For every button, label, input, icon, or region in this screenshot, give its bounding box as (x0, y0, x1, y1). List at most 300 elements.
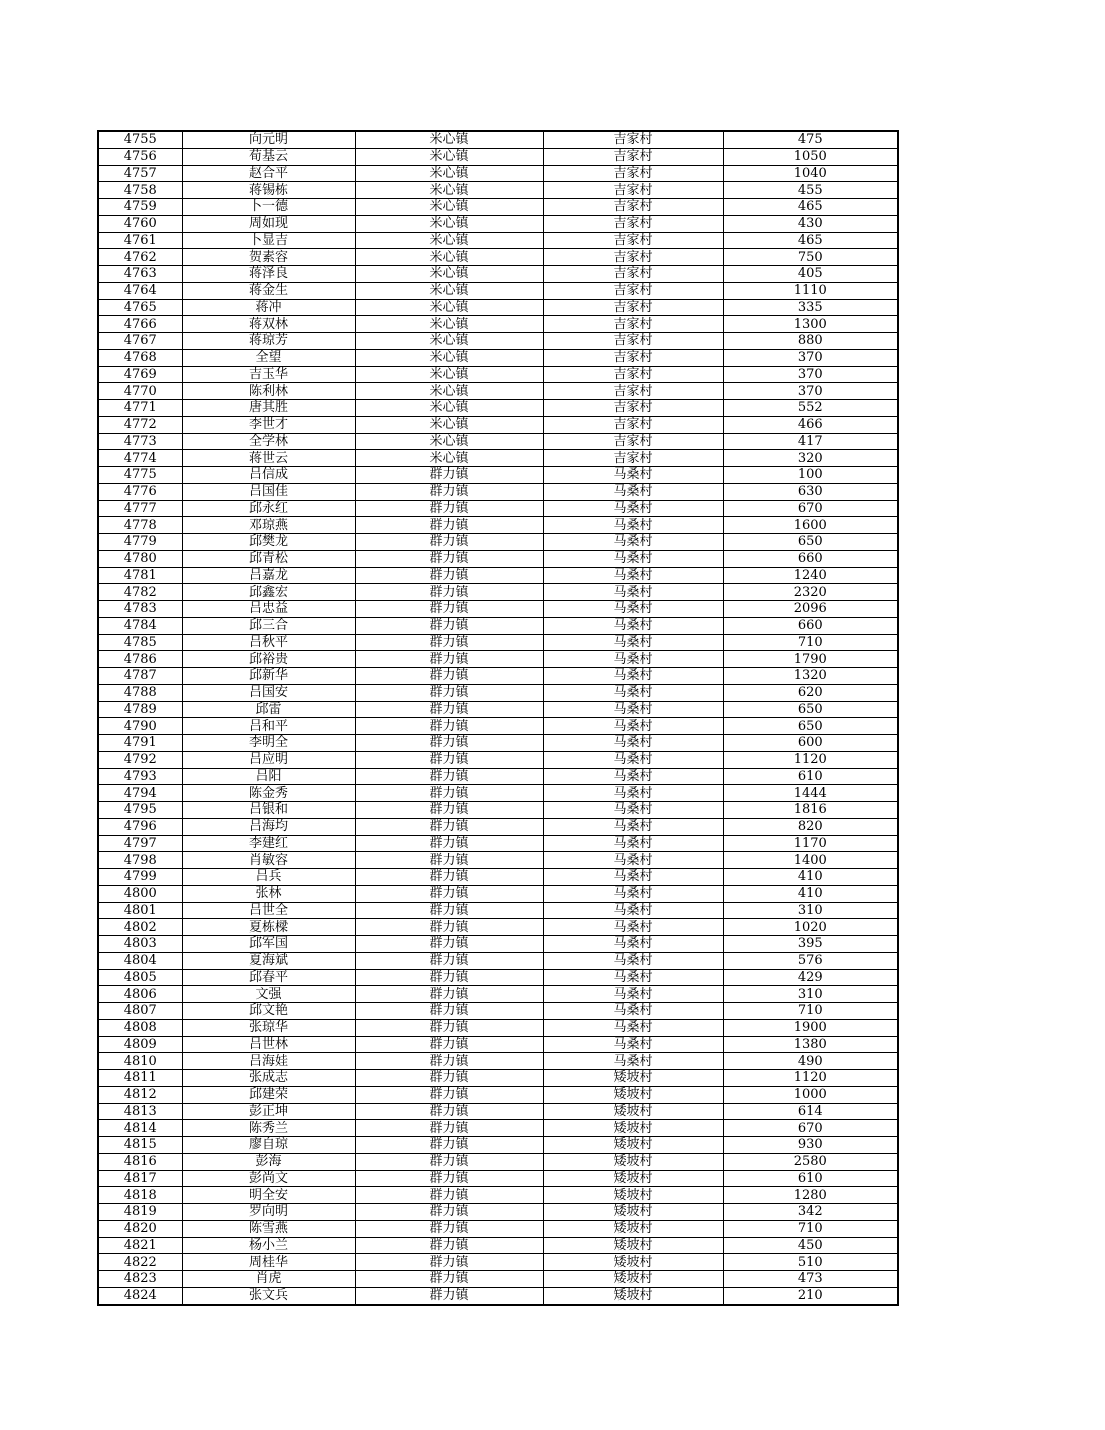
person-name-cell: 陈雪燕 (182, 1220, 355, 1237)
table-row (98, 1070, 898, 1087)
village-cell: 矮坡村 (543, 1137, 723, 1154)
row-number-cell: 4806 (98, 986, 182, 1003)
person-name-cell: 吕秋平 (182, 634, 355, 651)
amount-cell: 1790 (723, 651, 898, 668)
village-cell: 矮坡村 (543, 1220, 723, 1237)
village-cell: 马桑村 (543, 534, 723, 551)
village-cell: 马桑村 (543, 969, 723, 986)
row-number-cell: 4761 (98, 232, 182, 249)
town-cell: 群力镇 (355, 936, 543, 953)
village-cell: 马桑村 (543, 818, 723, 835)
amount-cell: 600 (723, 735, 898, 752)
village-cell: 吉家村 (543, 349, 723, 366)
town-cell: 群力镇 (355, 1220, 543, 1237)
row-number-cell: 4818 (98, 1187, 182, 1204)
town-cell: 群力镇 (355, 952, 543, 969)
village-cell: 矮坡村 (543, 1086, 723, 1103)
table-row (98, 885, 898, 902)
table-row (98, 969, 898, 986)
town-cell: 米心镇 (355, 249, 543, 266)
village-cell: 马桑村 (543, 1019, 723, 1036)
amount-cell: 1040 (723, 165, 898, 182)
town-cell: 米心镇 (355, 416, 543, 433)
town-cell: 米心镇 (355, 450, 543, 467)
town-cell: 群力镇 (355, 550, 543, 567)
row-number-cell: 4783 (98, 601, 182, 618)
village-cell: 矮坡村 (543, 1237, 723, 1254)
village-cell: 马桑村 (543, 517, 723, 534)
table-row (98, 617, 898, 634)
table-row (98, 349, 898, 366)
person-name-cell: 卜一德 (182, 199, 355, 216)
row-number-cell: 4813 (98, 1103, 182, 1120)
person-name-cell: 邱军国 (182, 936, 355, 953)
village-cell: 马桑村 (543, 785, 723, 802)
village-cell: 吉家村 (543, 182, 723, 199)
town-cell: 群力镇 (355, 1036, 543, 1053)
amount-cell: 310 (723, 902, 898, 919)
amount-cell: 710 (723, 634, 898, 651)
row-number-cell: 4766 (98, 316, 182, 333)
table-row (98, 1153, 898, 1170)
village-cell: 马桑村 (543, 668, 723, 685)
amount-cell: 2096 (723, 601, 898, 618)
amount-cell: 335 (723, 299, 898, 316)
village-cell: 吉家村 (543, 383, 723, 400)
town-cell: 群力镇 (355, 1086, 543, 1103)
table-row (98, 1187, 898, 1204)
table-row (98, 735, 898, 752)
village-cell: 矮坡村 (543, 1103, 723, 1120)
person-name-cell: 夏栋樑 (182, 919, 355, 936)
row-number-cell: 4798 (98, 852, 182, 869)
person-name-cell: 吕世全 (182, 902, 355, 919)
row-number-cell: 4788 (98, 684, 182, 701)
town-cell: 群力镇 (355, 751, 543, 768)
amount-cell: 429 (723, 969, 898, 986)
person-name-cell: 贺素容 (182, 249, 355, 266)
row-number-cell: 4759 (98, 199, 182, 216)
village-cell: 马桑村 (543, 584, 723, 601)
amount-cell: 610 (723, 768, 898, 785)
village-cell: 矮坡村 (543, 1204, 723, 1221)
person-name-cell: 唐其胜 (182, 400, 355, 417)
person-name-cell: 赵合平 (182, 165, 355, 182)
row-number-cell: 4763 (98, 266, 182, 283)
row-number-cell: 4789 (98, 701, 182, 718)
town-cell: 米心镇 (355, 182, 543, 199)
town-cell: 米心镇 (355, 199, 543, 216)
town-cell: 群力镇 (355, 617, 543, 634)
person-name-cell: 吕信成 (182, 467, 355, 484)
amount-cell: 465 (723, 232, 898, 249)
amount-cell: 1240 (723, 567, 898, 584)
table-row (98, 467, 898, 484)
amount-cell: 620 (723, 684, 898, 701)
town-cell: 米心镇 (355, 400, 543, 417)
table-row (98, 299, 898, 316)
person-name-cell: 蒋世云 (182, 450, 355, 467)
town-cell: 群力镇 (355, 584, 543, 601)
town-cell: 米心镇 (355, 232, 543, 249)
town-cell: 群力镇 (355, 1287, 543, 1304)
amount-cell: 410 (723, 885, 898, 902)
table-row (98, 751, 898, 768)
amount-cell: 465 (723, 199, 898, 216)
amount-cell: 1400 (723, 852, 898, 869)
village-cell: 马桑村 (543, 500, 723, 517)
table-row (98, 483, 898, 500)
amount-cell: 430 (723, 215, 898, 232)
table-row (98, 131, 898, 148)
village-cell: 吉家村 (543, 333, 723, 350)
person-name-cell: 肖敏容 (182, 852, 355, 869)
town-cell: 米心镇 (355, 165, 543, 182)
town-cell: 米心镇 (355, 148, 543, 165)
table-row (98, 936, 898, 953)
amount-cell: 370 (723, 366, 898, 383)
town-cell: 米心镇 (355, 333, 543, 350)
town-cell: 群力镇 (355, 1120, 543, 1137)
amount-cell: 710 (723, 1220, 898, 1237)
town-cell: 群力镇 (355, 534, 543, 551)
person-name-cell: 蒋锡栋 (182, 182, 355, 199)
row-number-cell: 4775 (98, 467, 182, 484)
table-row (98, 802, 898, 819)
table-row (98, 517, 898, 534)
row-number-cell: 4780 (98, 550, 182, 567)
person-name-cell: 李世才 (182, 416, 355, 433)
person-name-cell: 邱鑫宏 (182, 584, 355, 601)
person-name-cell: 邱三合 (182, 617, 355, 634)
table-row (98, 182, 898, 199)
table-row (98, 818, 898, 835)
row-number-cell: 4771 (98, 400, 182, 417)
amount-cell: 1320 (723, 668, 898, 685)
village-cell: 马桑村 (543, 483, 723, 500)
table-row (98, 1254, 898, 1271)
village-cell: 吉家村 (543, 416, 723, 433)
person-name-cell: 吕海娃 (182, 1053, 355, 1070)
table-row (98, 199, 898, 216)
row-number-cell: 4786 (98, 651, 182, 668)
amount-cell: 510 (723, 1254, 898, 1271)
village-cell: 马桑村 (543, 651, 723, 668)
village-cell: 马桑村 (543, 567, 723, 584)
table-row (98, 986, 898, 1003)
person-name-cell: 吕海均 (182, 818, 355, 835)
person-name-cell: 周如现 (182, 215, 355, 232)
amount-cell: 473 (723, 1271, 898, 1288)
town-cell: 群力镇 (355, 567, 543, 584)
village-cell: 吉家村 (543, 249, 723, 266)
town-cell: 群力镇 (355, 701, 543, 718)
person-name-cell: 蒋双林 (182, 316, 355, 333)
amount-cell: 2580 (723, 1153, 898, 1170)
person-name-cell: 吕阳 (182, 768, 355, 785)
amount-cell: 320 (723, 450, 898, 467)
town-cell: 群力镇 (355, 668, 543, 685)
town-cell: 群力镇 (355, 735, 543, 752)
table-row (98, 634, 898, 651)
table-row (98, 952, 898, 969)
village-cell: 马桑村 (543, 751, 723, 768)
village-cell: 矮坡村 (543, 1287, 723, 1304)
table-row (98, 500, 898, 517)
town-cell: 米心镇 (355, 316, 543, 333)
amount-cell: 670 (723, 500, 898, 517)
person-name-cell: 陈金秀 (182, 785, 355, 802)
amount-cell: 820 (723, 818, 898, 835)
row-number-cell: 4808 (98, 1019, 182, 1036)
table-row (98, 835, 898, 852)
row-number-cell: 4799 (98, 869, 182, 886)
table-row (98, 1120, 898, 1137)
person-name-cell: 蒋泽良 (182, 266, 355, 283)
row-number-cell: 4762 (98, 249, 182, 266)
amount-cell: 417 (723, 433, 898, 450)
village-cell: 吉家村 (543, 433, 723, 450)
person-name-cell: 邱新华 (182, 668, 355, 685)
table-row (98, 383, 898, 400)
row-number-cell: 4792 (98, 751, 182, 768)
person-name-cell: 全望 (182, 349, 355, 366)
amount-cell: 370 (723, 383, 898, 400)
village-cell: 马桑村 (543, 735, 723, 752)
person-name-cell: 彭尚文 (182, 1170, 355, 1187)
town-cell: 群力镇 (355, 1204, 543, 1221)
amount-cell: 2320 (723, 584, 898, 601)
village-cell: 吉家村 (543, 199, 723, 216)
amount-cell: 650 (723, 718, 898, 735)
town-cell: 米心镇 (355, 299, 543, 316)
person-name-cell: 陈秀兰 (182, 1120, 355, 1137)
village-cell: 马桑村 (543, 768, 723, 785)
town-cell: 群力镇 (355, 1237, 543, 1254)
village-cell: 马桑村 (543, 802, 723, 819)
amount-cell: 1110 (723, 282, 898, 299)
row-number-cell: 4787 (98, 668, 182, 685)
table-row (98, 1170, 898, 1187)
row-number-cell: 4821 (98, 1237, 182, 1254)
amount-cell: 1120 (723, 751, 898, 768)
person-name-cell: 陈利林 (182, 383, 355, 400)
amount-cell: 660 (723, 617, 898, 634)
row-number-cell: 4807 (98, 1003, 182, 1020)
person-name-cell: 吕国安 (182, 684, 355, 701)
person-name-cell: 张琼华 (182, 1019, 355, 1036)
row-number-cell: 4765 (98, 299, 182, 316)
town-cell: 群力镇 (355, 517, 543, 534)
table-row (98, 1003, 898, 1020)
village-cell: 马桑村 (543, 852, 723, 869)
row-number-cell: 4767 (98, 333, 182, 350)
table-row (98, 601, 898, 618)
records-table (97, 130, 899, 1306)
table-row (98, 282, 898, 299)
row-number-cell: 4774 (98, 450, 182, 467)
row-number-cell: 4794 (98, 785, 182, 802)
town-cell: 群力镇 (355, 768, 543, 785)
amount-cell: 1000 (723, 1086, 898, 1103)
person-name-cell: 邓琼燕 (182, 517, 355, 534)
amount-cell: 342 (723, 1204, 898, 1221)
village-cell: 马桑村 (543, 869, 723, 886)
amount-cell: 670 (723, 1120, 898, 1137)
row-number-cell: 4810 (98, 1053, 182, 1070)
row-number-cell: 4795 (98, 802, 182, 819)
amount-cell: 410 (723, 869, 898, 886)
row-number-cell: 4809 (98, 1036, 182, 1053)
table-row (98, 1271, 898, 1288)
person-name-cell: 吕嘉龙 (182, 567, 355, 584)
table-row (98, 215, 898, 232)
village-cell: 吉家村 (543, 299, 723, 316)
town-cell: 群力镇 (355, 818, 543, 835)
row-number-cell: 4800 (98, 885, 182, 902)
person-name-cell: 廖自琼 (182, 1137, 355, 1154)
person-name-cell: 邱文艳 (182, 1003, 355, 1020)
table-row (98, 450, 898, 467)
table-row (98, 785, 898, 802)
row-number-cell: 4769 (98, 366, 182, 383)
row-number-cell: 4811 (98, 1070, 182, 1087)
amount-cell: 1600 (723, 517, 898, 534)
person-name-cell: 周桂华 (182, 1254, 355, 1271)
town-cell: 群力镇 (355, 1254, 543, 1271)
amount-cell: 100 (723, 467, 898, 484)
person-name-cell: 文强 (182, 986, 355, 1003)
table-row (98, 1036, 898, 1053)
village-cell: 马桑村 (543, 835, 723, 852)
amount-cell: 660 (723, 550, 898, 567)
village-cell: 矮坡村 (543, 1254, 723, 1271)
town-cell: 群力镇 (355, 1070, 543, 1087)
table-row (98, 550, 898, 567)
amount-cell: 1900 (723, 1019, 898, 1036)
table-row (98, 400, 898, 417)
amount-cell: 630 (723, 483, 898, 500)
amount-cell: 1816 (723, 802, 898, 819)
row-number-cell: 4758 (98, 182, 182, 199)
person-name-cell: 邱雷 (182, 701, 355, 718)
row-number-cell: 4797 (98, 835, 182, 852)
table-row (98, 316, 898, 333)
town-cell: 群力镇 (355, 1003, 543, 1020)
row-number-cell: 4756 (98, 148, 182, 165)
table-row (98, 534, 898, 551)
amount-cell: 710 (723, 1003, 898, 1020)
town-cell: 群力镇 (355, 1187, 543, 1204)
person-name-cell: 彭海 (182, 1153, 355, 1170)
village-cell: 马桑村 (543, 952, 723, 969)
town-cell: 群力镇 (355, 651, 543, 668)
town-cell: 群力镇 (355, 969, 543, 986)
village-cell: 矮坡村 (543, 1153, 723, 1170)
table-row (98, 148, 898, 165)
village-cell: 马桑村 (543, 617, 723, 634)
table-row (98, 1237, 898, 1254)
village-cell: 吉家村 (543, 266, 723, 283)
town-cell: 群力镇 (355, 785, 543, 802)
village-cell: 马桑村 (543, 1003, 723, 1020)
person-name-cell: 全学林 (182, 433, 355, 450)
row-number-cell: 4814 (98, 1120, 182, 1137)
person-name-cell: 邱裕贵 (182, 651, 355, 668)
row-number-cell: 4824 (98, 1287, 182, 1304)
village-cell: 吉家村 (543, 232, 723, 249)
amount-cell: 405 (723, 266, 898, 283)
person-name-cell: 蒋琼芳 (182, 333, 355, 350)
row-number-cell: 4785 (98, 634, 182, 651)
row-number-cell: 4796 (98, 818, 182, 835)
row-number-cell: 4757 (98, 165, 182, 182)
row-number-cell: 4815 (98, 1137, 182, 1154)
town-cell: 米心镇 (355, 433, 543, 450)
person-name-cell: 夏海斌 (182, 952, 355, 969)
person-name-cell: 吕世林 (182, 1036, 355, 1053)
row-number-cell: 4805 (98, 969, 182, 986)
town-cell: 米心镇 (355, 266, 543, 283)
person-name-cell: 邱樊龙 (182, 534, 355, 551)
amount-cell: 930 (723, 1137, 898, 1154)
amount-cell: 610 (723, 1170, 898, 1187)
row-number-cell: 4793 (98, 768, 182, 785)
records-table-body (98, 131, 898, 1305)
person-name-cell: 张文兵 (182, 1287, 355, 1304)
table-row (98, 1287, 898, 1304)
person-name-cell: 向元明 (182, 131, 355, 148)
village-cell: 吉家村 (543, 131, 723, 148)
row-number-cell: 4770 (98, 383, 182, 400)
table-row (98, 584, 898, 601)
person-name-cell: 李建红 (182, 835, 355, 852)
row-number-cell: 4764 (98, 282, 182, 299)
village-cell: 马桑村 (543, 701, 723, 718)
amount-cell: 1380 (723, 1036, 898, 1053)
village-cell: 吉家村 (543, 282, 723, 299)
village-cell: 吉家村 (543, 366, 723, 383)
amount-cell: 614 (723, 1103, 898, 1120)
table-row (98, 366, 898, 383)
table-row (98, 651, 898, 668)
village-cell: 马桑村 (543, 718, 723, 735)
row-number-cell: 4803 (98, 936, 182, 953)
amount-cell: 1280 (723, 1187, 898, 1204)
amount-cell: 466 (723, 416, 898, 433)
row-number-cell: 4791 (98, 735, 182, 752)
amount-cell: 1300 (723, 316, 898, 333)
town-cell: 米心镇 (355, 282, 543, 299)
town-cell: 群力镇 (355, 986, 543, 1003)
amount-cell: 1050 (723, 148, 898, 165)
town-cell: 米心镇 (355, 349, 543, 366)
village-cell: 马桑村 (543, 919, 723, 936)
amount-cell: 210 (723, 1287, 898, 1304)
table-row (98, 1220, 898, 1237)
table-row (98, 1137, 898, 1154)
person-name-cell: 吕国佳 (182, 483, 355, 500)
village-cell: 马桑村 (543, 1053, 723, 1070)
town-cell: 群力镇 (355, 919, 543, 936)
village-cell: 矮坡村 (543, 1187, 723, 1204)
town-cell: 群力镇 (355, 902, 543, 919)
table-row (98, 333, 898, 350)
town-cell: 群力镇 (355, 634, 543, 651)
town-cell: 群力镇 (355, 802, 543, 819)
village-cell: 马桑村 (543, 601, 723, 618)
table-row (98, 852, 898, 869)
